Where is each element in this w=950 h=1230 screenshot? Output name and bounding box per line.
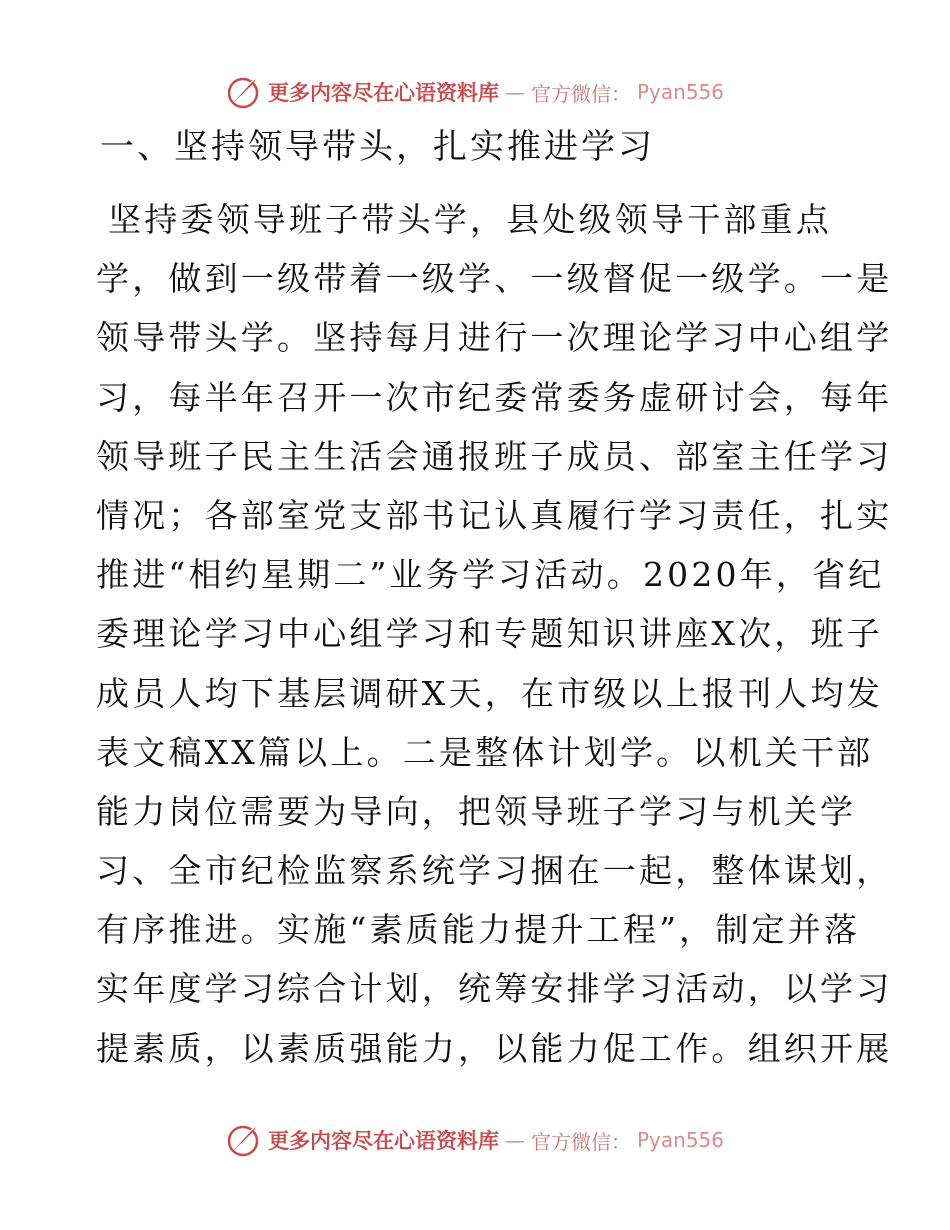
footer-separator: — [504, 1128, 525, 1152]
quill-logo-icon [226, 74, 262, 110]
footer-banner [0, 1118, 950, 1162]
body-line: 推进“相约星期二”业务学习活动。2020年，省纪 [96, 555, 885, 595]
body-line: 领导班子民主生活会通报班子成员、部室主任学习 [96, 436, 893, 476]
section-heading: 一、坚持领导带头，扎实推进学习 [100, 127, 655, 167]
body-line: 学，做到一级带着一级学、一级督促一级学。一是 [96, 259, 893, 299]
body-line: 领导带头学。坚持每月进行一次理论学习中心组学 [96, 318, 893, 358]
footer-contact-id: Pyan556 [636, 1128, 724, 1152]
body-line: 表文稿XX篇以上。二是整体计划学。以机关干部 [96, 732, 874, 772]
header-site-text: 更多内容尽在心语资料库 [267, 80, 499, 105]
body-line: 提素质，以素质强能力，以能力促工作。组织开展 [96, 1028, 893, 1068]
body-line: 情况；各部室党支部书记认真履行学习责任，扎实 [96, 495, 893, 535]
body-line: 成员人均下基层调研X天，在市级以上报刊人均发 [96, 673, 883, 713]
body-line: 委理论学习中心组学习和专题知识讲座X次，班子 [96, 614, 883, 654]
body-line: 习，每半年召开一次市纪委常委务虚研讨会，每年 [96, 377, 893, 417]
body-line: 能力岗位需要为导向，把领导班子学习与机关学 [96, 791, 857, 831]
footer-site-text: 更多内容尽在心语资料库 [267, 1128, 499, 1153]
quill-logo-icon [226, 1122, 262, 1158]
header-contact-id: Pyan556 [636, 80, 724, 104]
body-paragraph [96, 190, 896, 1078]
footer-contact-label: 官方微信： [530, 1129, 631, 1154]
header-contact-label: 官方微信： [530, 81, 631, 106]
body-line: 坚持委领导班子带头学，县处级领导干部重点 [108, 200, 832, 239]
body-line: 有序推进。实施“素质能力提升工程”，制定并落 [96, 910, 861, 950]
body-line: 实年度学习综合计划，统筹安排学习活动，以学习 [96, 969, 893, 1009]
body-line: 习、全市纪检监察系统学习捆在一起，整体谋划， [96, 851, 893, 891]
header-separator: — [504, 80, 525, 104]
header-banner [0, 70, 950, 114]
